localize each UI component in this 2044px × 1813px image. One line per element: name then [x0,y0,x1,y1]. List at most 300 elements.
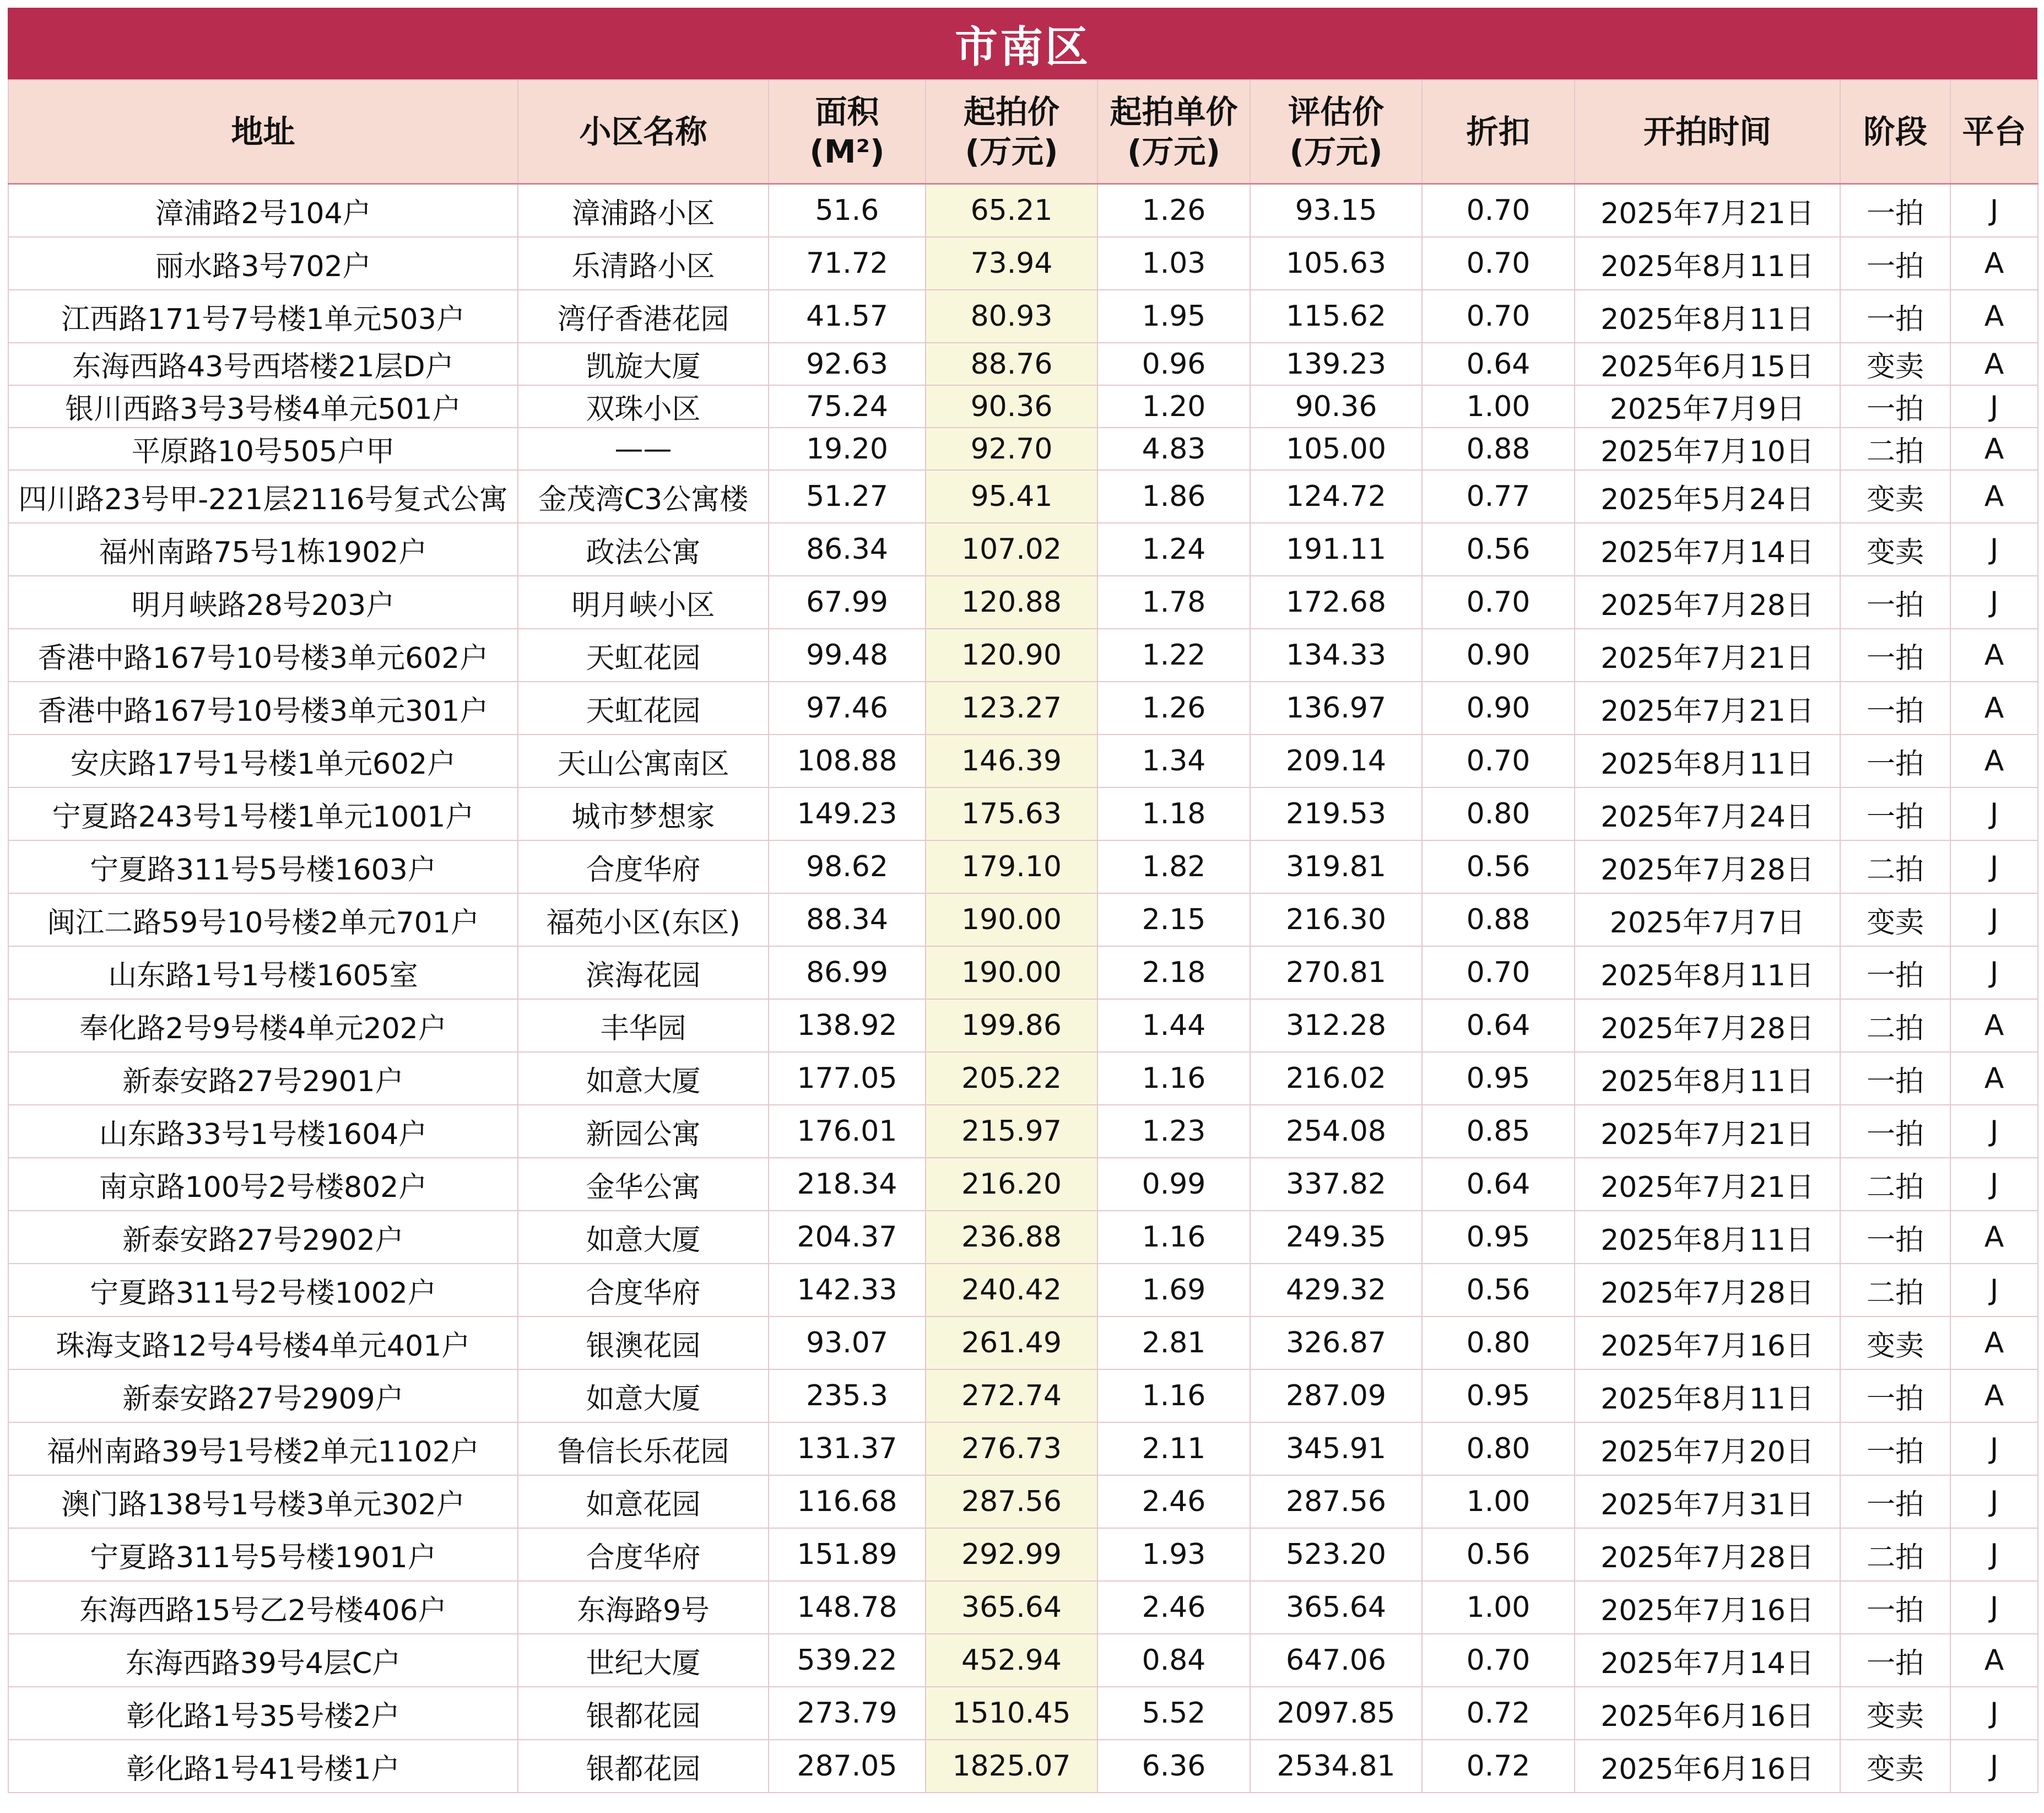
start-price-cell: 1510.45 [926,1687,1097,1740]
unit-price-cell: 2.46 [1097,1581,1250,1634]
discount-cell: 0.85 [1422,1105,1575,1158]
platform-cell: J [1950,1105,2038,1158]
community-cell: 漳浦路小区 [518,184,769,238]
table-row [8,1158,2038,1211]
address-cell: 珠海支路12号4号楼4单元401户 [8,1316,518,1369]
platform-cell: A [1950,428,2038,470]
community-cell: 天虹花园 [518,629,769,682]
start-price-cell: 261.49 [926,1316,1097,1369]
appraisal-cell: 209.14 [1250,735,1422,787]
appraisal-cell: 105.00 [1250,428,1422,470]
table-row [8,629,2038,682]
platform-cell: A [1950,470,2038,523]
address-cell: 银川西路3号3号楼4单元501户 [8,385,518,428]
appraisal-cell: 191.11 [1250,523,1422,576]
table-row [8,1052,2038,1105]
area-cell: 51.6 [769,184,926,238]
discount-cell: 0.70 [1422,184,1575,238]
discount-cell: 0.95 [1422,1211,1575,1264]
stage-cell: 一拍 [1840,1634,1950,1687]
table-row [8,428,2038,470]
start-time-cell: 2025年7月7日 [1575,893,1840,946]
start-price-cell: 236.88 [926,1211,1097,1264]
appraisal-cell: 90.36 [1250,385,1422,428]
header-appraisal: 评估价 (万元) [1250,80,1422,184]
table-row [8,1369,2038,1422]
appraisal-cell: 287.09 [1250,1369,1422,1422]
stage-cell: 一拍 [1840,184,1950,238]
unit-price-cell: 0.96 [1097,343,1250,385]
area-cell: 177.05 [769,1052,926,1105]
appraisal-cell: 287.56 [1250,1475,1422,1528]
area-cell: 86.34 [769,523,926,576]
table-row [8,1740,2038,1793]
unit-price-cell: 2.18 [1097,946,1250,999]
community-cell: 福苑小区(东区) [518,893,769,946]
unit-price-cell: 4.83 [1097,428,1250,470]
unit-price-cell: 1.18 [1097,787,1250,840]
platform-cell: A [1950,1316,2038,1369]
platform-cell: A [1950,1211,2038,1264]
appraisal-cell: 216.30 [1250,893,1422,946]
address-cell: 丽水路3号702户 [8,237,518,290]
appraisal-cell: 365.64 [1250,1581,1422,1634]
start-price-cell: 120.90 [926,629,1097,682]
start-price-cell: 365.64 [926,1581,1097,1634]
discount-cell: 0.70 [1422,237,1575,290]
area-cell: 235.3 [769,1369,926,1422]
table-row [8,470,2038,523]
unit-price-cell: 1.23 [1097,1105,1250,1158]
stage-cell: 一拍 [1840,290,1950,343]
platform-cell: J [1950,1740,2038,1793]
start-time-cell: 2025年7月16日 [1575,1581,1840,1634]
start-price-cell: 73.94 [926,237,1097,290]
appraisal-cell: 105.63 [1250,237,1422,290]
stage-cell: 二拍 [1840,999,1950,1052]
start-time-cell: 2025年8月11日 [1575,735,1840,787]
start-time-cell: 2025年7月21日 [1575,184,1840,238]
appraisal-cell: 523.20 [1250,1528,1422,1581]
address-cell: 南京路100号2号楼802户 [8,1158,518,1211]
header-start-price: 起拍价 (万元) [926,80,1097,184]
auction-table [8,79,2038,1793]
start-time-cell: 2025年8月11日 [1575,1369,1840,1422]
stage-cell: 一拍 [1840,1052,1950,1105]
table-row [8,1422,2038,1475]
platform-cell: A [1950,629,2038,682]
discount-cell: 0.77 [1422,470,1575,523]
stage-cell: 一拍 [1840,682,1950,735]
table-row [8,682,2038,735]
address-cell: 东海西路43号西塔楼21层D户 [8,343,518,385]
unit-price-cell: 2.46 [1097,1475,1250,1528]
discount-cell: 0.70 [1422,946,1575,999]
community-cell: 世纪大厦 [518,1634,769,1687]
stage-cell: 一拍 [1840,787,1950,840]
platform-cell: J [1950,946,2038,999]
stage-cell: 一拍 [1840,629,1950,682]
community-cell: 政法公寓 [518,523,769,576]
unit-price-cell: 1.95 [1097,290,1250,343]
platform-cell: A [1950,1369,2038,1422]
address-cell: 福州南路75号1栋1902户 [8,523,518,576]
start-time-cell: 2025年6月16日 [1575,1687,1840,1740]
start-time-cell: 2025年7月24日 [1575,787,1840,840]
area-cell: 51.27 [769,470,926,523]
header-start-time: 开拍时间 [1575,80,1840,184]
community-cell: 如意花园 [518,1475,769,1528]
stage-cell: 二拍 [1840,840,1950,893]
unit-price-cell: 0.99 [1097,1158,1250,1211]
table-row [8,1211,2038,1264]
discount-cell: 0.64 [1422,1158,1575,1211]
start-time-cell: 2025年7月28日 [1575,576,1840,629]
address-cell: 平原路10号505户甲 [8,428,518,470]
area-cell: 138.92 [769,999,926,1052]
start-price-cell: 179.10 [926,840,1097,893]
discount-cell: 1.00 [1422,1475,1575,1528]
area-cell: 149.23 [769,787,926,840]
header-address: 地址 [8,80,518,184]
start-price-cell: 292.99 [926,1528,1097,1581]
appraisal-cell: 172.68 [1250,576,1422,629]
address-cell: 奉化路2号9号楼4单元202户 [8,999,518,1052]
table-row [8,893,2038,946]
appraisal-cell: 337.82 [1250,1158,1422,1211]
address-cell: 新泰安路27号2901户 [8,1052,518,1105]
start-time-cell: 2025年7月28日 [1575,1528,1840,1581]
appraisal-cell: 254.08 [1250,1105,1422,1158]
community-cell: 合度华府 [518,1264,769,1316]
unit-price-cell: 1.26 [1097,682,1250,735]
table-row [8,184,2038,238]
community-cell: 银澳花园 [518,1316,769,1369]
stage-cell: 变卖 [1840,1687,1950,1740]
start-time-cell: 2025年7月28日 [1575,1264,1840,1316]
stage-cell: 一拍 [1840,1369,1950,1422]
community-cell: 丰华园 [518,999,769,1052]
unit-price-cell: 6.36 [1097,1740,1250,1793]
stage-cell: 变卖 [1840,343,1950,385]
area-cell: 71.72 [769,237,926,290]
area-cell: 19.20 [769,428,926,470]
start-time-cell: 2025年7月28日 [1575,840,1840,893]
start-time-cell: 2025年8月11日 [1575,1211,1840,1264]
discount-cell: 0.88 [1422,428,1575,470]
start-price-cell: 240.42 [926,1264,1097,1316]
community-cell: 新园公寓 [518,1105,769,1158]
unit-price-cell: 1.26 [1097,184,1250,238]
platform-cell: J [1950,840,2038,893]
start-time-cell: 2025年7月21日 [1575,1105,1840,1158]
unit-price-cell: 5.52 [1097,1687,1250,1740]
start-time-cell: 2025年5月24日 [1575,470,1840,523]
discount-cell: 0.56 [1422,523,1575,576]
table-row [8,999,2038,1052]
appraisal-cell: 429.32 [1250,1264,1422,1316]
unit-price-cell: 1.22 [1097,629,1250,682]
start-price-cell: 1825.07 [926,1740,1097,1793]
table-row [8,787,2038,840]
address-cell: 东海西路15号乙2号楼406户 [8,1581,518,1634]
address-cell: 彰化路1号41号楼1户 [8,1740,518,1793]
start-price-cell: 175.63 [926,787,1097,840]
start-price-cell: 276.73 [926,1422,1097,1475]
start-price-cell: 190.00 [926,946,1097,999]
appraisal-cell: 115.62 [1250,290,1422,343]
community-cell: 乐清路小区 [518,237,769,290]
discount-cell: 1.00 [1422,1581,1575,1634]
start-time-cell: 2025年7月21日 [1575,682,1840,735]
table-row [8,1316,2038,1369]
discount-cell: 0.72 [1422,1740,1575,1793]
table-row [8,290,2038,343]
area-cell: 75.24 [769,385,926,428]
start-price-cell: 90.36 [926,385,1097,428]
community-cell: 鲁信长乐花园 [518,1422,769,1475]
start-time-cell: 2025年7月14日 [1575,523,1840,576]
stage-cell: 一拍 [1840,1581,1950,1634]
platform-cell: J [1950,184,2038,238]
start-price-cell: 452.94 [926,1634,1097,1687]
stage-cell: 一拍 [1840,735,1950,787]
platform-cell: J [1950,1264,2038,1316]
appraisal-cell: 319.81 [1250,840,1422,893]
community-cell: —— [518,428,769,470]
community-cell: 湾仔香港花园 [518,290,769,343]
appraisal-cell: 270.81 [1250,946,1422,999]
start-time-cell: 2025年6月16日 [1575,1740,1840,1793]
discount-cell: 0.80 [1422,1316,1575,1369]
area-cell: 41.57 [769,290,926,343]
discount-cell: 0.56 [1422,840,1575,893]
platform-cell: J [1950,893,2038,946]
start-price-cell: 199.86 [926,999,1097,1052]
unit-price-cell: 1.93 [1097,1528,1250,1581]
stage-cell: 二拍 [1840,1158,1950,1211]
community-cell: 明月峡小区 [518,576,769,629]
start-time-cell: 2025年7月14日 [1575,1634,1840,1687]
platform-cell: A [1950,237,2038,290]
address-cell: 漳浦路2号104户 [8,184,518,238]
discount-cell: 0.64 [1422,343,1575,385]
platform-cell: A [1950,1634,2038,1687]
area-cell: 116.68 [769,1475,926,1528]
address-cell: 香港中路167号10号楼3单元301户 [8,682,518,735]
stage-cell: 变卖 [1840,470,1950,523]
platform-cell: J [1950,1581,2038,1634]
platform-cell: J [1950,523,2038,576]
unit-price-cell: 1.03 [1097,237,1250,290]
header-stage: 阶段 [1840,80,1950,184]
platform-cell: A [1950,343,2038,385]
address-cell: 宁夏路311号5号楼1603户 [8,840,518,893]
appraisal-cell: 345.91 [1250,1422,1422,1475]
address-cell: 新泰安路27号2902户 [8,1211,518,1264]
platform-cell: J [1950,1422,2038,1475]
platform-cell: J [1950,385,2038,428]
discount-cell: 0.80 [1422,1422,1575,1475]
table-row [8,1581,2038,1634]
start-price-cell: 123.27 [926,682,1097,735]
community-cell: 天山公寓南区 [518,735,769,787]
area-cell: 142.33 [769,1264,926,1316]
address-cell: 彰化路1号35号楼2户 [8,1687,518,1740]
start-price-cell: 287.56 [926,1475,1097,1528]
table-row [8,576,2038,629]
address-cell: 澳门路138号1号楼3单元302户 [8,1475,518,1528]
stage-cell: 一拍 [1840,1475,1950,1528]
community-cell: 合度华府 [518,1528,769,1581]
start-price-cell: 88.76 [926,343,1097,385]
unit-price-cell: 0.84 [1097,1634,1250,1687]
area-cell: 273.79 [769,1687,926,1740]
discount-cell: 0.90 [1422,629,1575,682]
start-price-cell: 120.88 [926,576,1097,629]
community-cell: 如意大厦 [518,1369,769,1422]
auction-sheet [8,8,2037,1793]
address-cell: 江西路171号7号楼1单元503户 [8,290,518,343]
table-row [8,735,2038,787]
discount-cell: 0.70 [1422,1634,1575,1687]
district-title: 市南区 [8,8,2037,79]
appraisal-cell: 136.97 [1250,682,1422,735]
table-body [8,184,2038,1793]
unit-price-cell: 2.81 [1097,1316,1250,1369]
appraisal-cell: 219.53 [1250,787,1422,840]
stage-cell: 一拍 [1840,1105,1950,1158]
area-cell: 108.88 [769,735,926,787]
stage-cell: 二拍 [1840,1528,1950,1581]
appraisal-cell: 93.15 [1250,184,1422,238]
stage-cell: 二拍 [1840,428,1950,470]
appraisal-cell: 124.72 [1250,470,1422,523]
unit-price-cell: 1.24 [1097,523,1250,576]
appraisal-cell: 2534.81 [1250,1740,1422,1793]
unit-price-cell: 1.16 [1097,1369,1250,1422]
start-price-cell: 216.20 [926,1158,1097,1211]
table-row [8,1528,2038,1581]
stage-cell: 一拍 [1840,237,1950,290]
unit-price-cell: 1.69 [1097,1264,1250,1316]
platform-cell: A [1950,999,2038,1052]
stage-cell: 变卖 [1840,1740,1950,1793]
stage-cell: 一拍 [1840,385,1950,428]
platform-cell: J [1950,787,2038,840]
discount-cell: 0.72 [1422,1687,1575,1740]
unit-price-cell: 1.34 [1097,735,1250,787]
community-cell: 城市梦想家 [518,787,769,840]
community-cell: 滨海花园 [518,946,769,999]
start-time-cell: 2025年7月20日 [1575,1422,1840,1475]
platform-cell: J [1950,1528,2038,1581]
start-time-cell: 2025年7月31日 [1575,1475,1840,1528]
discount-cell: 0.64 [1422,999,1575,1052]
start-price-cell: 190.00 [926,893,1097,946]
table-row [8,1105,2038,1158]
area-cell: 539.22 [769,1634,926,1687]
area-cell: 131.37 [769,1422,926,1475]
table-row [8,1264,2038,1316]
stage-cell: 变卖 [1840,523,1950,576]
discount-cell: 0.90 [1422,682,1575,735]
platform-cell: A [1950,682,2038,735]
appraisal-cell: 326.87 [1250,1316,1422,1369]
area-cell: 99.48 [769,629,926,682]
table-row [8,946,2038,999]
unit-price-cell: 2.11 [1097,1422,1250,1475]
header-unit-price: 起拍单价 (万元) [1097,80,1250,184]
discount-cell: 0.88 [1422,893,1575,946]
unit-price-cell: 1.16 [1097,1211,1250,1264]
table-row [8,237,2038,290]
unit-price-cell: 1.20 [1097,385,1250,428]
area-cell: 92.63 [769,343,926,385]
community-cell: 金华公寓 [518,1158,769,1211]
appraisal-cell: 139.23 [1250,343,1422,385]
start-time-cell: 2025年7月28日 [1575,999,1840,1052]
start-price-cell: 80.93 [926,290,1097,343]
appraisal-cell: 134.33 [1250,629,1422,682]
start-time-cell: 2025年8月11日 [1575,290,1840,343]
discount-cell: 0.56 [1422,1528,1575,1581]
start-time-cell: 2025年7月21日 [1575,1158,1840,1211]
address-cell: 福州南路39号1号楼2单元1102户 [8,1422,518,1475]
start-price-cell: 146.39 [926,735,1097,787]
community-cell: 银都花园 [518,1687,769,1740]
unit-price-cell: 1.78 [1097,576,1250,629]
platform-cell: J [1950,1687,2038,1740]
stage-cell: 一拍 [1840,1211,1950,1264]
area-cell: 67.99 [769,576,926,629]
unit-price-cell: 1.44 [1097,999,1250,1052]
community-cell: 金茂湾C3公寓楼 [518,470,769,523]
start-time-cell: 2025年6月15日 [1575,343,1840,385]
platform-cell: J [1950,576,2038,629]
address-cell: 新泰安路27号2909户 [8,1369,518,1422]
area-cell: 98.62 [769,840,926,893]
platform-cell: A [1950,290,2038,343]
discount-cell: 1.00 [1422,385,1575,428]
area-cell: 88.34 [769,893,926,946]
start-price-cell: 92.70 [926,428,1097,470]
start-price-cell: 95.41 [926,470,1097,523]
discount-cell: 0.95 [1422,1369,1575,1422]
unit-price-cell: 1.16 [1097,1052,1250,1105]
address-cell: 闽江二路59号10号楼2单元701户 [8,893,518,946]
community-cell: 如意大厦 [518,1211,769,1264]
address-cell: 安庆路17号1号楼1单元602户 [8,735,518,787]
discount-cell: 0.70 [1422,735,1575,787]
table-row [8,1634,2038,1687]
start-time-cell: 2025年7月21日 [1575,629,1840,682]
header-row [8,80,2038,184]
area-cell: 218.34 [769,1158,926,1211]
area-cell: 151.89 [769,1528,926,1581]
header-area: 面积 (M²) [769,80,926,184]
stage-cell: 一拍 [1840,576,1950,629]
start-price-cell: 272.74 [926,1369,1097,1422]
address-cell: 宁夏路243号1号楼1单元1001户 [8,787,518,840]
unit-price-cell: 1.82 [1097,840,1250,893]
start-time-cell: 2025年7月16日 [1575,1316,1840,1369]
platform-cell: A [1950,735,2038,787]
area-cell: 86.99 [769,946,926,999]
stage-cell: 一拍 [1840,946,1950,999]
stage-cell: 一拍 [1840,1422,1950,1475]
discount-cell: 0.56 [1422,1264,1575,1316]
